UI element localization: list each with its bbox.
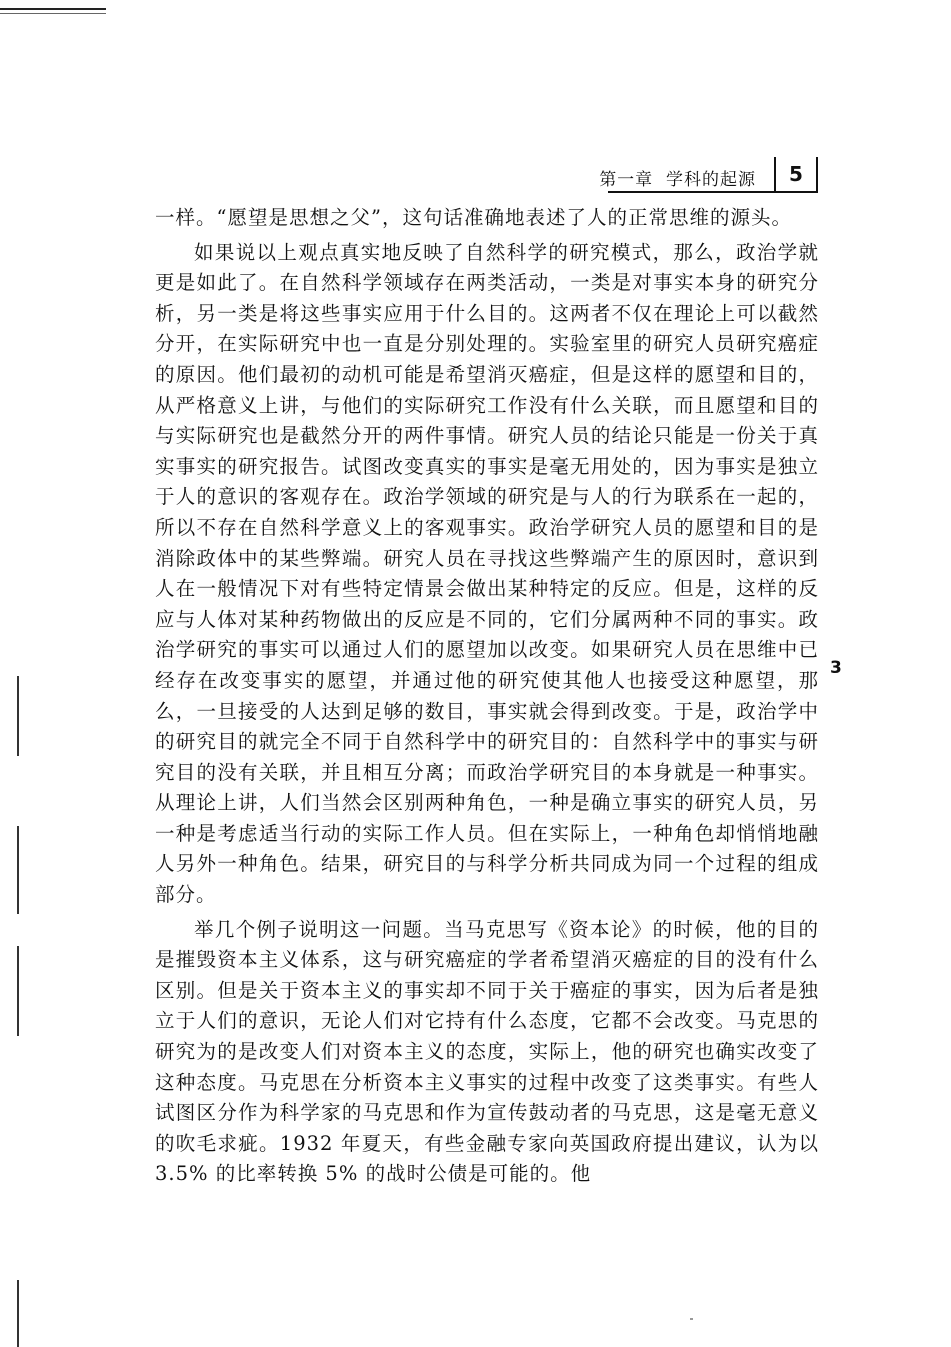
header-rule (608, 191, 818, 193)
header-chapter: 第一章 (599, 170, 654, 190)
gutter-bar (17, 946, 19, 1036)
running-header (599, 157, 818, 193)
body-text (155, 203, 819, 1190)
header-title: 学科的起源 (666, 170, 756, 190)
header-text (599, 165, 756, 190)
gutter-bar (17, 826, 19, 914)
paragraph: 举几个例子说明这一问题。当马克思写《资本论》的时候，他的目的是摧毁资本主义体系，这与研究癌症的学者希望消灭癌症的目的没有什么区别。但是关于资本主义的事实却不同于关于癌症的事实，因为后者是独立于人们的意识，无论人们对它持有什么态度，它都不会改变。马克思的研究为的是改变人们对资本主义的态度，实际上，他的研究也确实改变了这种态度。马克思在分析资本主义事实的过程中改变了这类事实。有些人试图区分作为科学家的马克思和作为宣传鼓动者的马克思，这是毫无意义的吹毛求疵。1932 年夏天，有些金融专家向英国政府提出建议，认为以 3.5% 的比率转换 5% 的战时公债是可能的。他 (155, 917, 819, 1186)
margin-marker: 3 (830, 658, 842, 678)
scan-mark-top-thin (0, 13, 106, 14)
gutter-bar (17, 676, 19, 756)
scan-speck (690, 1318, 693, 1320)
page-number: 5 (774, 157, 818, 191)
gutter-bar (17, 1280, 19, 1347)
paragraph: 一样。“愿望是思想之父”，这句话准确地表述了人的正常思维的源头。 (155, 206, 792, 229)
scan-mark-top (0, 8, 106, 10)
paragraph: 如果说以上观点真实地反映了自然科学的研究模式，那么，政治学就更是如此了。在自然科学领域存在两类活动，一类是对事实本身的研究分析，另一类是将这些事实应用于什么目的。这两者不仅在理论上可以截然分开，在实际研究中也一直是分别处理的。实验室里的研究人员研究癌症的原因。他们最初的动机可能是希望消灭癌症，但是这样的愿望和目的，从严格意义上讲，与他们的实际研究工作没有什么关联，而且愿望和目的与实际研究也是截然分开的两件事情。研究人员的结论只能是一份关于真实事实的研究报告。试图改变真实的事实是毫无用处的，因为事实是独立于人的意识的客观存在。政治学领域的研究是与人的行为联系在一起的，所以不存在自然科学意义上的客观事实。政治学研究人员的愿望和目的是消除政体中的某些弊端。研究人员在寻找这些弊端产生的原因时，意识到人在一般情况下对有些特定情景会做出某种特定的反应。但是，这样的反应与人体对某种药物做出的反应是不同的，它们分属两种不同的事实。政治学研究的事实可以通过人们的愿望加以改变。如果研究人员在思维中已经存在改变事实的愿望，并通过他的研究使其他人也接受这种愿望，那么，一旦接受的人达到足够的数目，事实就会得到改变。于是，政治学中的研究目的就完全不同于自然科学中的研究目的：自然科学中的事实与研究目的没有关联，并且相互分离；而政治学研究目的本身就是一种事实。从理论上讲，人们当然会区别两种角色，一种是确立事实的研究人员，另一种是考虑适当行动的实际工作人员。但在实际上，一种角色却悄悄地融人另外一种角色。结果，研究目的与科学分析共同成为同一个过程的组成部分。 (155, 240, 819, 907)
